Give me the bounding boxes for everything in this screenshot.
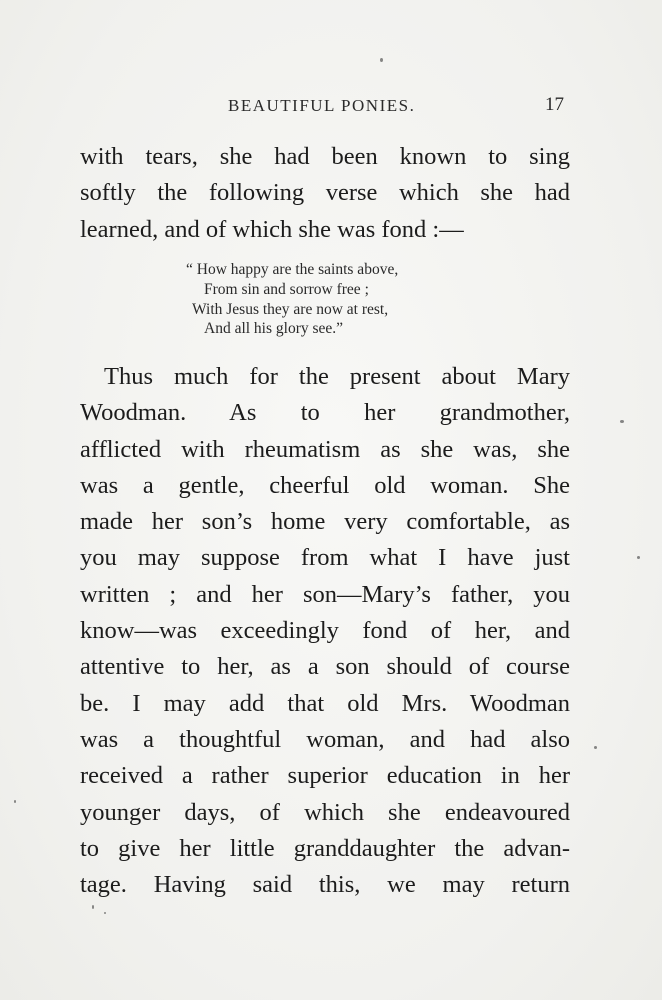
verse-line: And all his glory see.” [204, 320, 344, 338]
page-number: 17 [545, 94, 564, 115]
text-line: received a rather superior education in her [80, 762, 570, 790]
scan-speck [637, 556, 640, 559]
scan-speck [92, 905, 94, 909]
text-line: you may suppose from what I have just [80, 544, 570, 572]
running-head: BEAUTIFUL PONIES. [228, 96, 416, 115]
text-line: was a thoughtful woman, and had also [80, 725, 570, 753]
scan-speck [104, 912, 106, 914]
scan-speck [380, 58, 383, 62]
text-line: know—was exceedingly fond of her, and [80, 617, 570, 645]
text-line: afflicted with rheumatism as she was, she [80, 435, 570, 463]
text-line: Woodman. As to her grandmother, [80, 399, 570, 427]
scan-speck [594, 746, 597, 749]
text-line: made her son’s home very comfortable, as [80, 508, 570, 536]
text-line: be. I may add that old Mrs. Woodman [80, 689, 570, 717]
verse-line: “ How happy are the saints above, [186, 261, 399, 278]
text-line: softly the following verse which she had [80, 179, 570, 207]
scan-speck [620, 420, 624, 423]
text-line: with tears, she had been known to sing [80, 143, 570, 170]
text-line: written ; and her son—Mary’s father, you [80, 580, 570, 608]
text-line: was a gentle, cheerful old woman. She [80, 471, 570, 499]
verse-line: From sin and sorrow free ; [204, 280, 369, 298]
scan-speck [14, 800, 16, 803]
paragraph-2 [80, 359, 570, 903]
text-line: learned, and of which she was fond :— [80, 215, 464, 243]
text-line: attentive to her, as a son should of course [80, 653, 570, 681]
verse-quotation [186, 260, 398, 339]
text-line: Thus much for the present about Mary [104, 363, 570, 390]
text-line: tage. Having said this, we may return [80, 871, 570, 899]
text-line: to give her little granddaughter the advan- [80, 834, 570, 862]
verse-line: With Jesus they are now at rest, [192, 300, 389, 318]
text-line: younger days, of which she endeavoured [80, 798, 570, 826]
paragraph-1 [80, 139, 570, 248]
